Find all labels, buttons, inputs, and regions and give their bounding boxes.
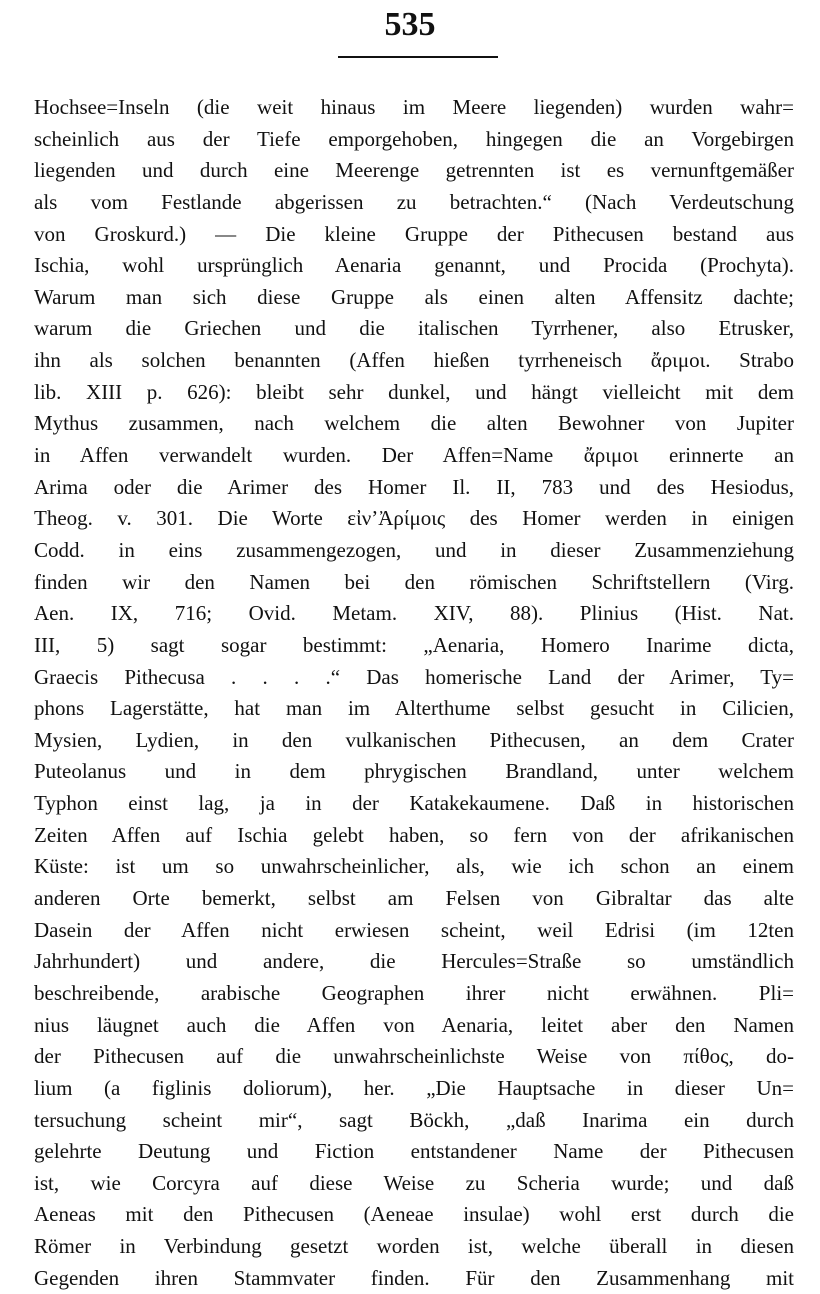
header-rule xyxy=(338,56,498,58)
text-line: Römer in Verbindung gesetzt worden ist, welche überall in diesen xyxy=(34,1234,794,1259)
text-line: Warum man sich diese Gruppe als einen alten Affensitz dachte; xyxy=(34,284,794,309)
text-line: Zeiten Affen auf Ischia gelebt haben, so fern von der afrikanischen xyxy=(34,822,794,847)
text-line: ist, wie Corcyra auf diese Weise zu Scheria wurde; und daß xyxy=(34,1170,794,1195)
text-line: tersuchung scheint mir“, sagt Böckh, „daß Inarima ein durch xyxy=(34,1107,794,1132)
text-line: der Pithecusen auf die unwahrscheinlichste Weise von πίθος, do- xyxy=(34,1044,794,1069)
text-line: gelehrte Deutung und Fiction entstandener Name der Pithecusen xyxy=(34,1139,794,1164)
text-line: Aen. IX, 716; Ovid. Metam. XIV, 88). Plinius (Hist. Nat. xyxy=(34,601,794,626)
text-line: Gegenden ihren Stammvater finden. Für den Zusammenhang mit xyxy=(34,1265,794,1290)
text-line: nius läugnet auch die Affen von Aenaria, leitet aber den Namen xyxy=(34,1012,794,1037)
text-line: Typhon einst lag, ja in der Katakekaumene. Daß in historischen xyxy=(34,791,794,816)
text-line: warum die Griechen und die italischen Tyrrhener, also Etrusker, xyxy=(34,316,794,341)
text-line: lium (a figlinis doliorum), her. „Die Hauptsache in dieser Un= xyxy=(34,1075,794,1100)
text-line: Küste: ist um so unwahrscheinlicher, als, wie ich schon an einem xyxy=(34,854,794,879)
text-line: Dasein der Affen nicht erwiesen scheint, weil Edrisi (im 12ten xyxy=(34,917,794,942)
text-line: Puteolanus und in dem phrygischen Brandland, unter welchem xyxy=(34,759,794,784)
text-line: Theog. v. 301. Die Worte εἰν’Ἀρίμοις des Homer werden in einigen xyxy=(34,506,794,531)
text-line: Jahrhundert) und andere, die Hercules=Straße so umständlich xyxy=(34,949,794,974)
text-line: scheinlich aus der Tiefe emporgehoben, hingegen die an Vorgebirgen xyxy=(34,126,794,151)
text-line: Codd. in eins zusammengezogen, und in dieser Zusammenziehung xyxy=(34,537,794,562)
text-line: beschreibende, arabische Geographen ihrer nicht erwähnen. Pli= xyxy=(34,980,794,1005)
text-line: Mythus zusammen, nach welchem die alten Bewohner von Jupiter xyxy=(34,411,794,436)
page-number: 535 xyxy=(384,6,436,43)
text-line: Hochsee=Inseln (die weit hinaus im Meere liegenden) wurden wahr= xyxy=(34,95,794,119)
text-line: als vom Festlande abgerissen zu betrachten.“ (Nach Verdeutschung xyxy=(34,189,794,214)
text-line: Mysien, Lydien, in den vulkanischen Pithecusen, an dem Crater xyxy=(34,727,794,752)
text-line: ihn als solchen benannten (Affen hießen tyrrheneisch ἄριμοι. Strabo xyxy=(34,348,794,373)
text-line: phons Lagerstätte, hat man im Alterthume selbst gesucht in Cilicien, xyxy=(34,696,794,721)
text-line: in Affen verwandelt wurden. Der Affen=Name ἄριμοι erinnerte an xyxy=(34,443,794,468)
text-line: liegenden und durch eine Meerenge getrennten ist es vernunftgemäßer xyxy=(34,158,794,183)
text-line: anderen Orte bemerkt, selbst am Felsen von Gibraltar das alte xyxy=(34,886,794,911)
text-line: Ischia, wohl ursprünglich Aenaria genannt, und Procida (Prochyta). xyxy=(34,253,794,278)
text-line: Graecis Pithecusa . . . .“ Das homerische Land der Arimer, Ty= xyxy=(34,664,794,689)
text-line: von Groskurd.) — Die kleine Gruppe der Pithecusen bestand aus xyxy=(34,221,794,246)
text-line: Aeneas mit den Pithecusen (Aeneae insulae) wohl erst durch die xyxy=(34,1202,794,1227)
body-text xyxy=(34,92,794,1294)
text-line: III, 5) sagt sogar bestimmt: „Aenaria, Homero Inarime dicta, xyxy=(34,632,794,657)
text-line: lib. XIII p. 626): bleibt sehr dunkel, und hängt vielleicht mit dem xyxy=(34,379,794,404)
text-line: finden wir den Namen bei den römischen Schriftstellern (Virg. xyxy=(34,569,794,594)
text-line: Arima oder die Arimer des Homer Il. II, 783 und des Hesiodus, xyxy=(34,474,794,499)
